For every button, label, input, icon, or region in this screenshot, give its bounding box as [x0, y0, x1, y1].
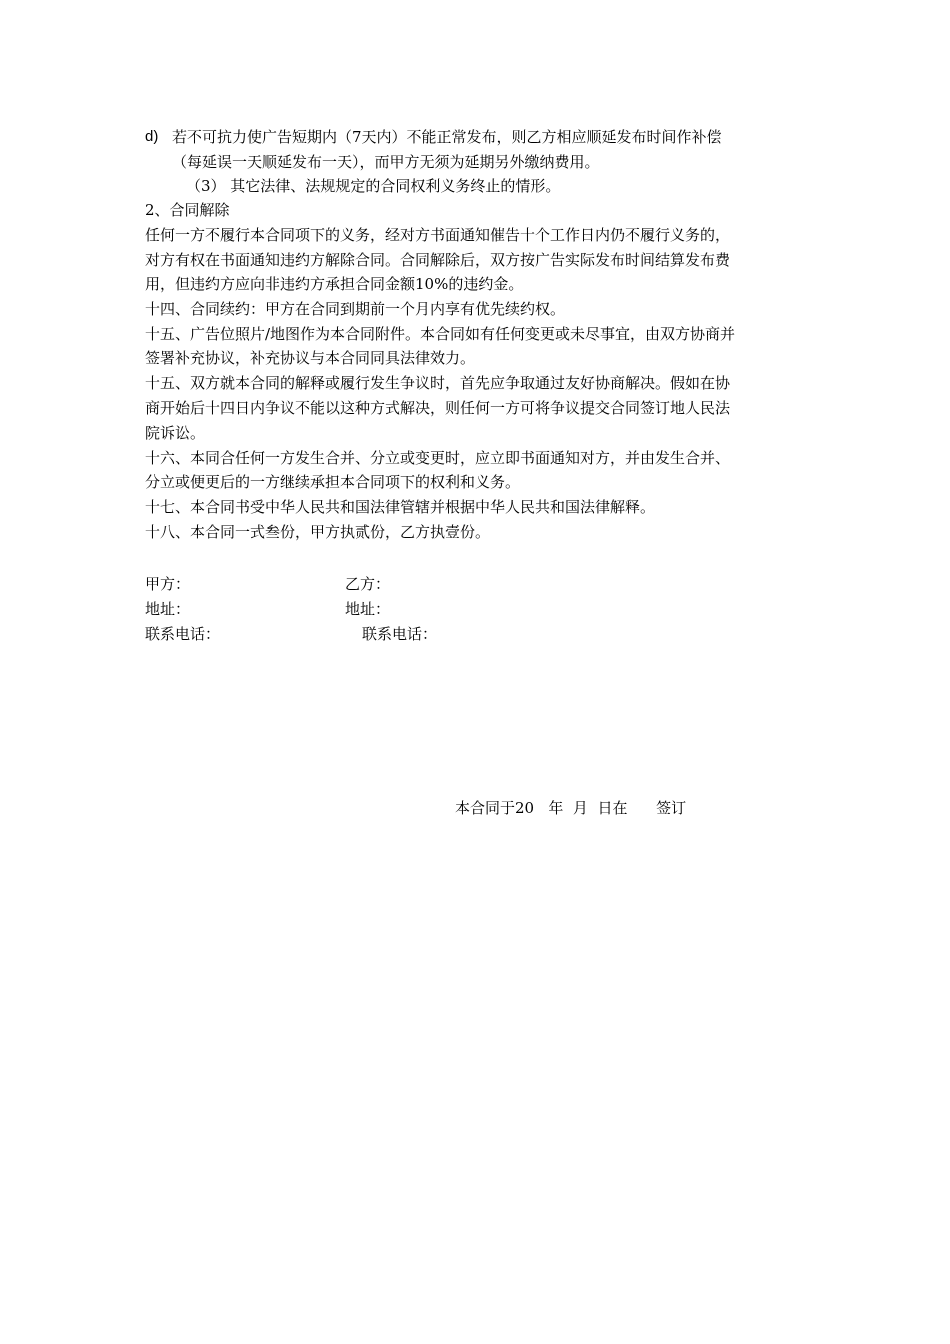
clause-3: （3） 其它法律、法规规定的合同权利义务终止的情形。 [186, 177, 561, 195]
article-15b-line-3: 院诉讼。 [145, 424, 206, 442]
section-2-line-1: 任何一方不履行本合同项下的义务，经对方书面通知催告十个工作日内仍不履行义务的， [145, 226, 731, 244]
address-a-label: 地址： [145, 600, 191, 618]
phone-a-label: 联系电话： [145, 625, 221, 643]
article-17: 十七、本合同书受中华人民共和国法律管辖并根据中华人民共和国法律解释。 [145, 498, 656, 516]
party-b-label: 乙方： [345, 575, 391, 593]
article-15a-line-1: 十五、广告位照片/地图作为本合同附件。本合同如有任何变更或未尽事宜，由双方协商并 [145, 325, 736, 343]
article-18: 十八、本合同一式叁份，甲方执贰份，乙方执壹份。 [145, 523, 491, 541]
address-b-label: 地址： [345, 600, 391, 618]
article-16-line-2: 分立或便更后的一方继续承担本合同项下的权利和义务。 [145, 473, 521, 491]
article-14: 十四、合同续约：甲方在合同到期前一个月内享有优先续约权。 [145, 300, 566, 318]
section-2-line-2: 对方有权在书面通知违约方解除合同。合同解除后，双方按广告实际发布时间结算发布费 [145, 251, 731, 269]
party-a-label: 甲方： [145, 575, 191, 593]
section-2-heading: 2、合同解除 [145, 201, 230, 219]
signing-date: 本合同于20 年 月 日在 签订 [455, 799, 687, 817]
clause-d-marker: d) [145, 128, 159, 145]
article-15b-line-2: 商开始后十四日内争议不能以这种方式解决，则任何一方可将争议提交合同签订地人民法 [145, 399, 731, 417]
article-15b-line-1: 十五、双方就本合同的解释或履行发生争议时，首先应争取通过友好协商解决。假如在协 [145, 374, 731, 392]
phone-b-label: 联系电话： [362, 625, 438, 643]
section-2-line-3: 用，但违约方应向非违约方承担合同金额10%的违约金。 [145, 275, 524, 293]
clause-d-line-2: （每延误一天顺延发布一天），而甲方无须为延期另外缴纳费用。 [172, 153, 600, 171]
article-16-line-1: 十六、本同合任何一方发生合并、分立或变更时，应立即书面通知对方，并由发生合并、 [145, 449, 731, 467]
clause-d-line-1: 若不可抗力使广告短期内（7天内）不能正常发布，则乙方相应顺延发布时间作补偿 [172, 128, 722, 146]
article-15a-line-2: 签署补充协议，补充协议与本合同同具法律效力。 [145, 349, 476, 367]
